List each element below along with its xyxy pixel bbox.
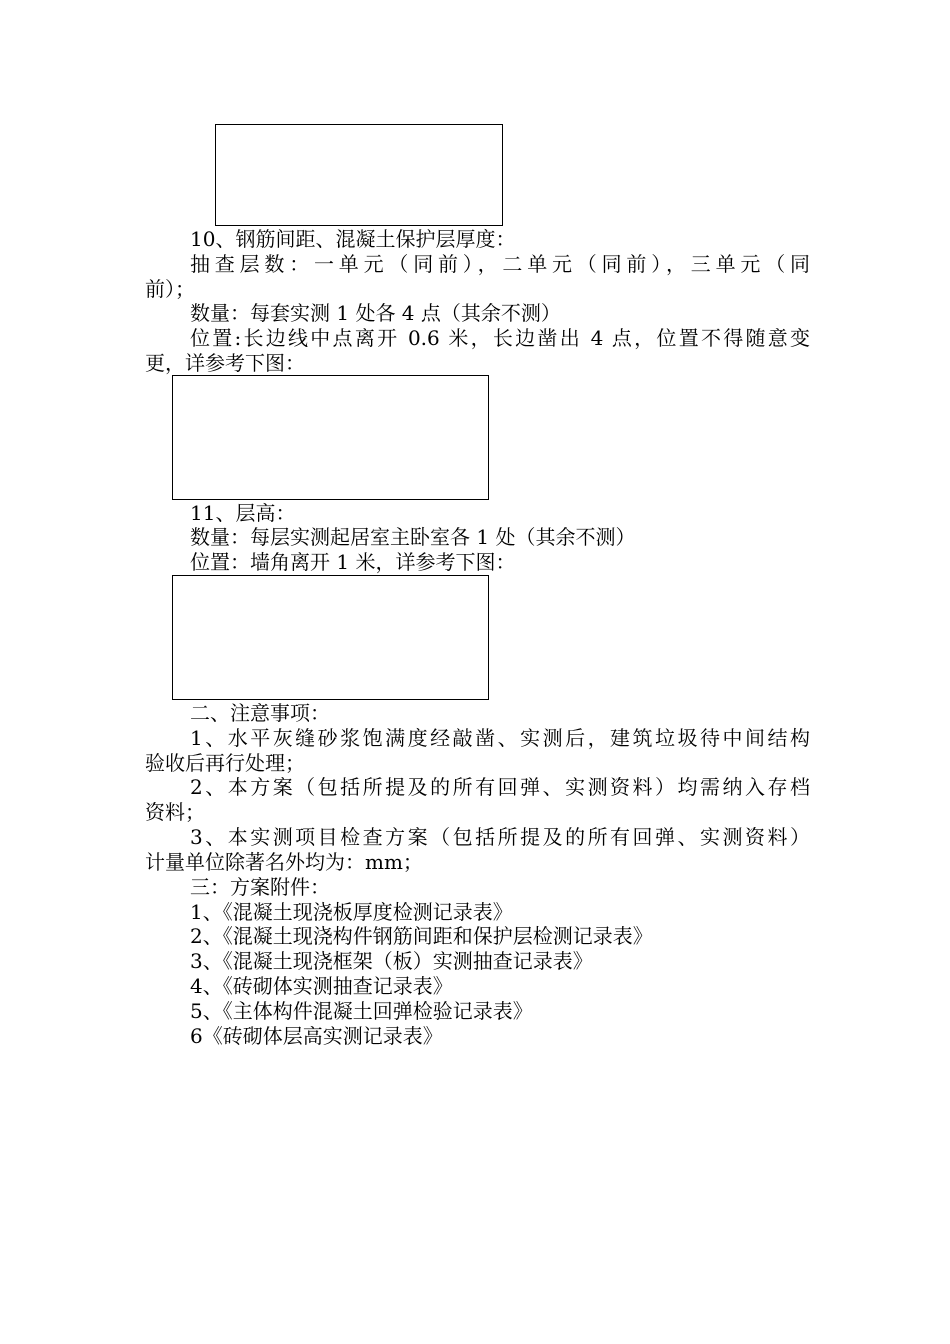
attachment-item: 1、《混凝土现浇板厚度检测记录表》 [190, 900, 513, 924]
section-10-title: 10、钢筋间距、混凝土保护层厚度： [190, 227, 516, 251]
attachment-item: 2、《混凝土现浇构件钢筋间距和保护层检测记录表》 [190, 924, 653, 948]
notes-title: 二、注意事项： [190, 701, 330, 725]
notes-item2-line1: 2、本方案（包括所提及的所有回弹、实测资料）均需纳入存档 [190, 775, 810, 799]
attachment-item: 6《砖砌体层高实测记录表》 [190, 1024, 443, 1048]
figure-floor-height [172, 575, 489, 700]
attachment-item: 3、《混凝土现浇框架（板）实测抽查记录表》 [190, 949, 593, 973]
section-10-position-line2: 更，详参考下图： [145, 351, 305, 375]
section-11-quantity: 数量：每层实测起居室主卧室各 1 处（其余不测） [190, 525, 636, 549]
attachment-item: 5、《主体构件混凝土回弹检验记录表》 [190, 999, 533, 1023]
notes-item1-line2: 验收后再行处理； [145, 751, 305, 775]
attachment-item: 4、《砖砌体实测抽查记录表》 [190, 974, 453, 998]
section-11-position: 位置：墙角离开 1 米，详参考下图： [190, 550, 516, 574]
notes-item1-line1: 1、水平灰缝砂浆饱满度经敲凿、实测后，建筑垃圾待中间结构 [190, 726, 810, 750]
figure-top [215, 124, 503, 226]
notes-item3-line2: 计量单位除著名外均为：mm； [145, 850, 423, 874]
notes-item2-line2: 资料； [145, 800, 205, 824]
section-10-quantity: 数量：每套实测 1 处各 4 点（其余不测） [190, 301, 561, 325]
section-10-floors-line1: 抽查层数：一单元（同前），二单元（同前），三单元（同 [190, 252, 810, 276]
notes-item3-line1: 3、本实测项目检查方案（包括所提及的所有回弹、实测资料） [190, 825, 810, 849]
attachments-title: 三：方案附件： [190, 875, 330, 899]
section-10-position-line1: 位置:长边线中点离开 0.6 米，长边凿出 4 点，位置不得随意变 [190, 326, 810, 350]
figure-rebar-spacing [172, 375, 489, 500]
section-11-title: 11、层高： [190, 501, 296, 525]
section-10-floors-line2: 前）； [145, 277, 195, 301]
